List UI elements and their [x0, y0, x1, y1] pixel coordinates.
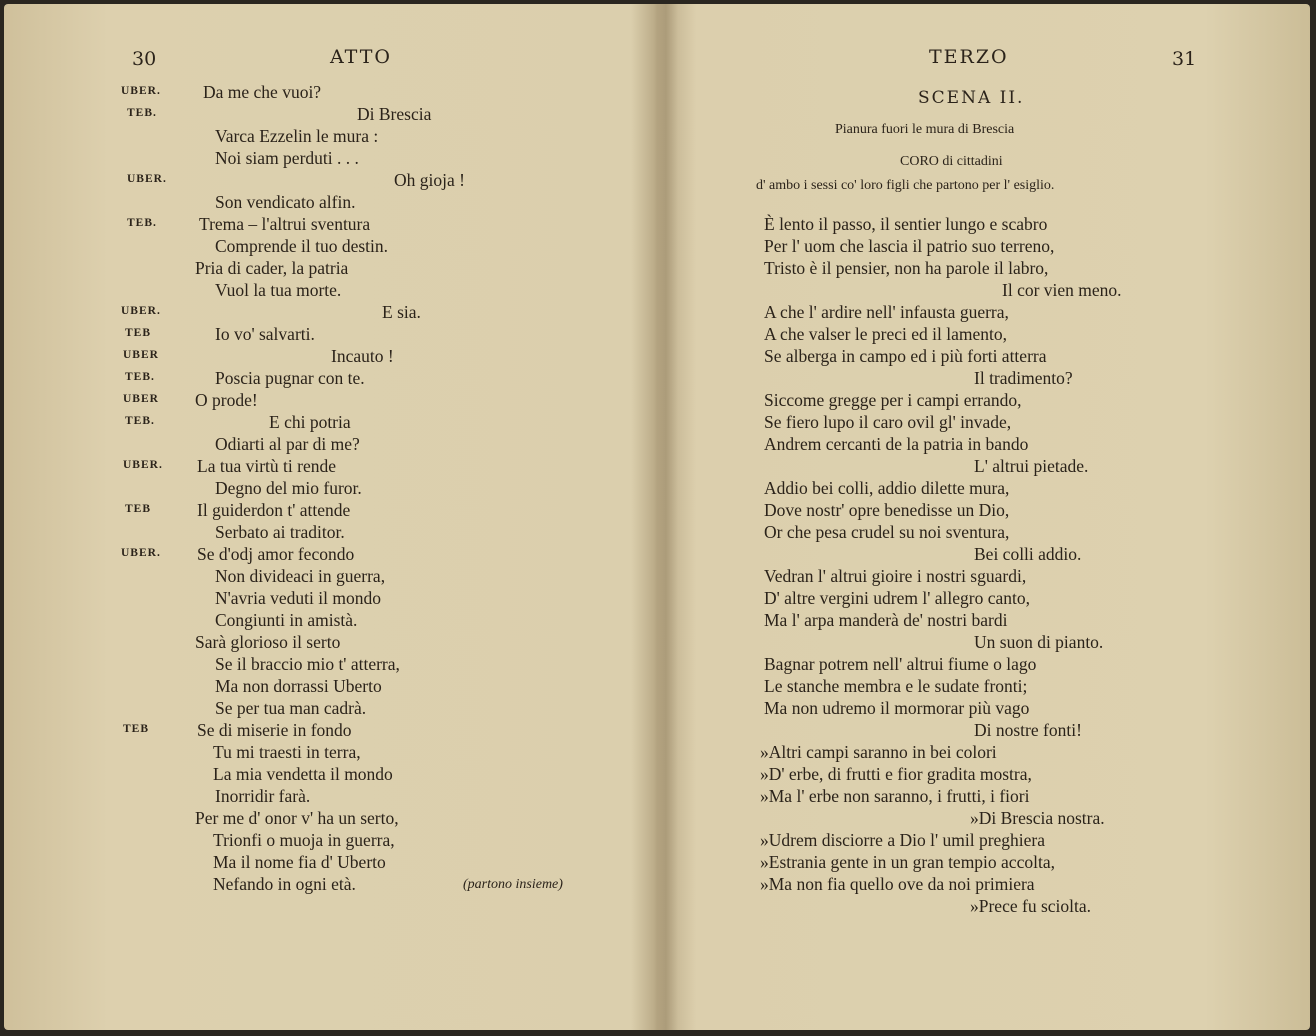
speaker-label: UBER. [127, 173, 167, 185]
verse-line: Varca Ezzelin le mura : [215, 126, 379, 146]
verse-line: È lento il passo, il sentier lungo e scabro [764, 214, 1048, 234]
speaker-label: UBER [123, 349, 159, 361]
verse-line: Vuol la tua morte. [215, 280, 342, 300]
verse-line: Trema – l'altrui sventura [199, 214, 371, 234]
verse-line: N'avria veduti il mondo [215, 588, 381, 608]
verse-line: Noi siam perduti . . . [215, 148, 359, 168]
verse-line: »D' erbe, di frutti e fior gradita mostra, [760, 764, 1032, 784]
verse-line: D' altre vergini udrem l' allegro canto, [764, 588, 1030, 608]
verse-line: »Di Brescia nostra. [970, 808, 1105, 828]
stage-direction: (partono insieme) [463, 877, 563, 892]
speaker-label: TEB. [127, 217, 157, 229]
verse-line: Congiunti in amistà. [215, 610, 358, 630]
verse-line: La tua virtù ti rende [197, 456, 336, 476]
verse-line: Ma non udremo il mormorar più vago [764, 698, 1030, 718]
verse-line: Nefando in ogni età. [213, 874, 356, 894]
verse-line: Se per tua man cadrà. [215, 698, 367, 718]
chorus-description: d' ambo i sessi co' loro figli che partono per l' esiglio. [756, 178, 1055, 193]
verse-line: E chi potria [269, 412, 351, 432]
speaker-label: UBER [123, 393, 159, 405]
verse-line: Se il braccio mio t' atterra, [215, 654, 400, 674]
verse-line: »Altri campi saranno in bei colori [760, 742, 997, 762]
verse-line: E sia. [382, 302, 421, 322]
verse-line: Or che pesa crudel su noi sventura, [764, 522, 1010, 542]
verse-line: »Udrem disciorre a Dio l' umil preghiera [760, 830, 1046, 850]
verse-line: Di Brescia [357, 104, 432, 124]
verse-line: Tristo è il pensier, non ha parole il labro, [764, 258, 1049, 278]
speaker-label: TEB. [127, 107, 157, 119]
verse-line: »Estrania gente in un gran tempio accolta, [760, 852, 1055, 872]
verse-line: Un suon di pianto. [974, 632, 1104, 652]
verse-line: Per me d' onor v' ha un serto, [195, 808, 399, 828]
verse-line: Poscia pugnar con te. [215, 368, 365, 388]
verse-line: Andrem cercanti de la patria in bando [764, 434, 1029, 454]
verse-line: Son vendicato alfin. [215, 192, 356, 212]
verse-line: Ma non dorrassi Uberto [215, 676, 382, 696]
verse-line: Trionfi o muoja in guerra, [213, 830, 395, 850]
verse-line: Non divideaci in guerra, [215, 566, 386, 586]
verse-line: Bagnar potrem nell' altrui fiume o lago [764, 654, 1037, 674]
right-page-header: TERZO [929, 46, 1009, 68]
right-page [664, 4, 1310, 1030]
left-page [4, 4, 659, 1030]
verse-line: Il tradimento? [974, 368, 1073, 388]
speaker-label: UBER. [123, 459, 163, 471]
verse-line: L' altrui pietade. [974, 456, 1089, 476]
speaker-label: TEB [125, 503, 152, 515]
verse-line: Tu mi traesti in terra, [213, 742, 361, 762]
verse-line: Serbato ai traditor. [215, 522, 345, 542]
verse-line: Se alberga in campo ed i più forti atterra [764, 346, 1047, 366]
speaker-label: TEB [125, 327, 152, 339]
verse-line: »Prece fu sciolta. [970, 896, 1091, 916]
verse-line: Le stanche membra e le sudate fronti; [764, 676, 1028, 696]
verse-line: Bei colli addio. [974, 544, 1082, 564]
verse-line: Degno del mio furor. [215, 478, 362, 498]
verse-line: Comprende il tuo destin. [215, 236, 389, 256]
verse-line: Ma l' arpa manderà de' nostri bardi [764, 610, 1008, 630]
verse-line: Incauto ! [331, 346, 394, 366]
left-page-header: ATTO [330, 46, 392, 68]
verse-line: Addio bei colli, addio dilette mura, [764, 478, 1010, 498]
verse-line: O prode! [195, 390, 258, 410]
verse-line: »Ma non fia quello ove da noi primiera [760, 874, 1035, 894]
verse-line: Inorridir farà. [215, 786, 311, 806]
verse-line: Dove nostr' opre benedisse un Dio, [764, 500, 1010, 520]
verse-line: Per l' uom che lascia il patrio suo terreno, [764, 236, 1055, 256]
verse-line: La mia vendetta il mondo [213, 764, 393, 784]
chorus-heading: CORO di cittadini [900, 154, 1003, 169]
right-page-number: 31 [1172, 48, 1197, 70]
speaker-label: TEB. [125, 415, 155, 427]
verse-line: Odiarti al par di me? [215, 434, 360, 454]
left-page-number: 30 [132, 48, 157, 70]
speaker-label: UBER. [121, 547, 161, 559]
verse-line: A che l' ardire nell' infausta guerra, [764, 302, 1009, 322]
scene-setting: Pianura fuori le mura di Brescia [835, 122, 1015, 137]
verse-line: A che valser le preci ed il lamento, [764, 324, 1007, 344]
verse-line: Ma il nome fia d' Uberto [213, 852, 386, 872]
speaker-label: TEB. [125, 371, 155, 383]
verse-line: »Ma l' erbe non saranno, i frutti, i fiori [760, 786, 1030, 806]
verse-line: Se d'odj amor fecondo [197, 544, 355, 564]
verse-line: Sarà glorioso il serto [195, 632, 341, 652]
verse-line: Vedran l' altrui gioire i nostri sguardi, [764, 566, 1027, 586]
verse-line: Il cor vien meno. [1002, 280, 1122, 300]
speaker-label: UBER. [121, 85, 161, 97]
verse-line: Se fiero lupo il caro ovil gl' invade, [764, 412, 1012, 432]
verse-line: Se di miserie in fondo [197, 720, 352, 740]
scene-title: SCENA II. [918, 88, 1025, 108]
verse-line: Di nostre fonti! [974, 720, 1082, 740]
verse-line: Da me che vuoi? [203, 82, 322, 102]
verse-line: Io vo' salvarti. [215, 324, 315, 344]
book-spread [4, 4, 1310, 1030]
speaker-label: TEB [123, 723, 150, 735]
verse-line: Siccome gregge per i campi errando, [764, 390, 1022, 410]
verse-line: Oh gioja ! [394, 170, 465, 190]
verse-line: Pria di cader, la patria [195, 258, 349, 278]
verse-line: Il guiderdon t' attende [197, 500, 351, 520]
speaker-label: UBER. [121, 305, 161, 317]
